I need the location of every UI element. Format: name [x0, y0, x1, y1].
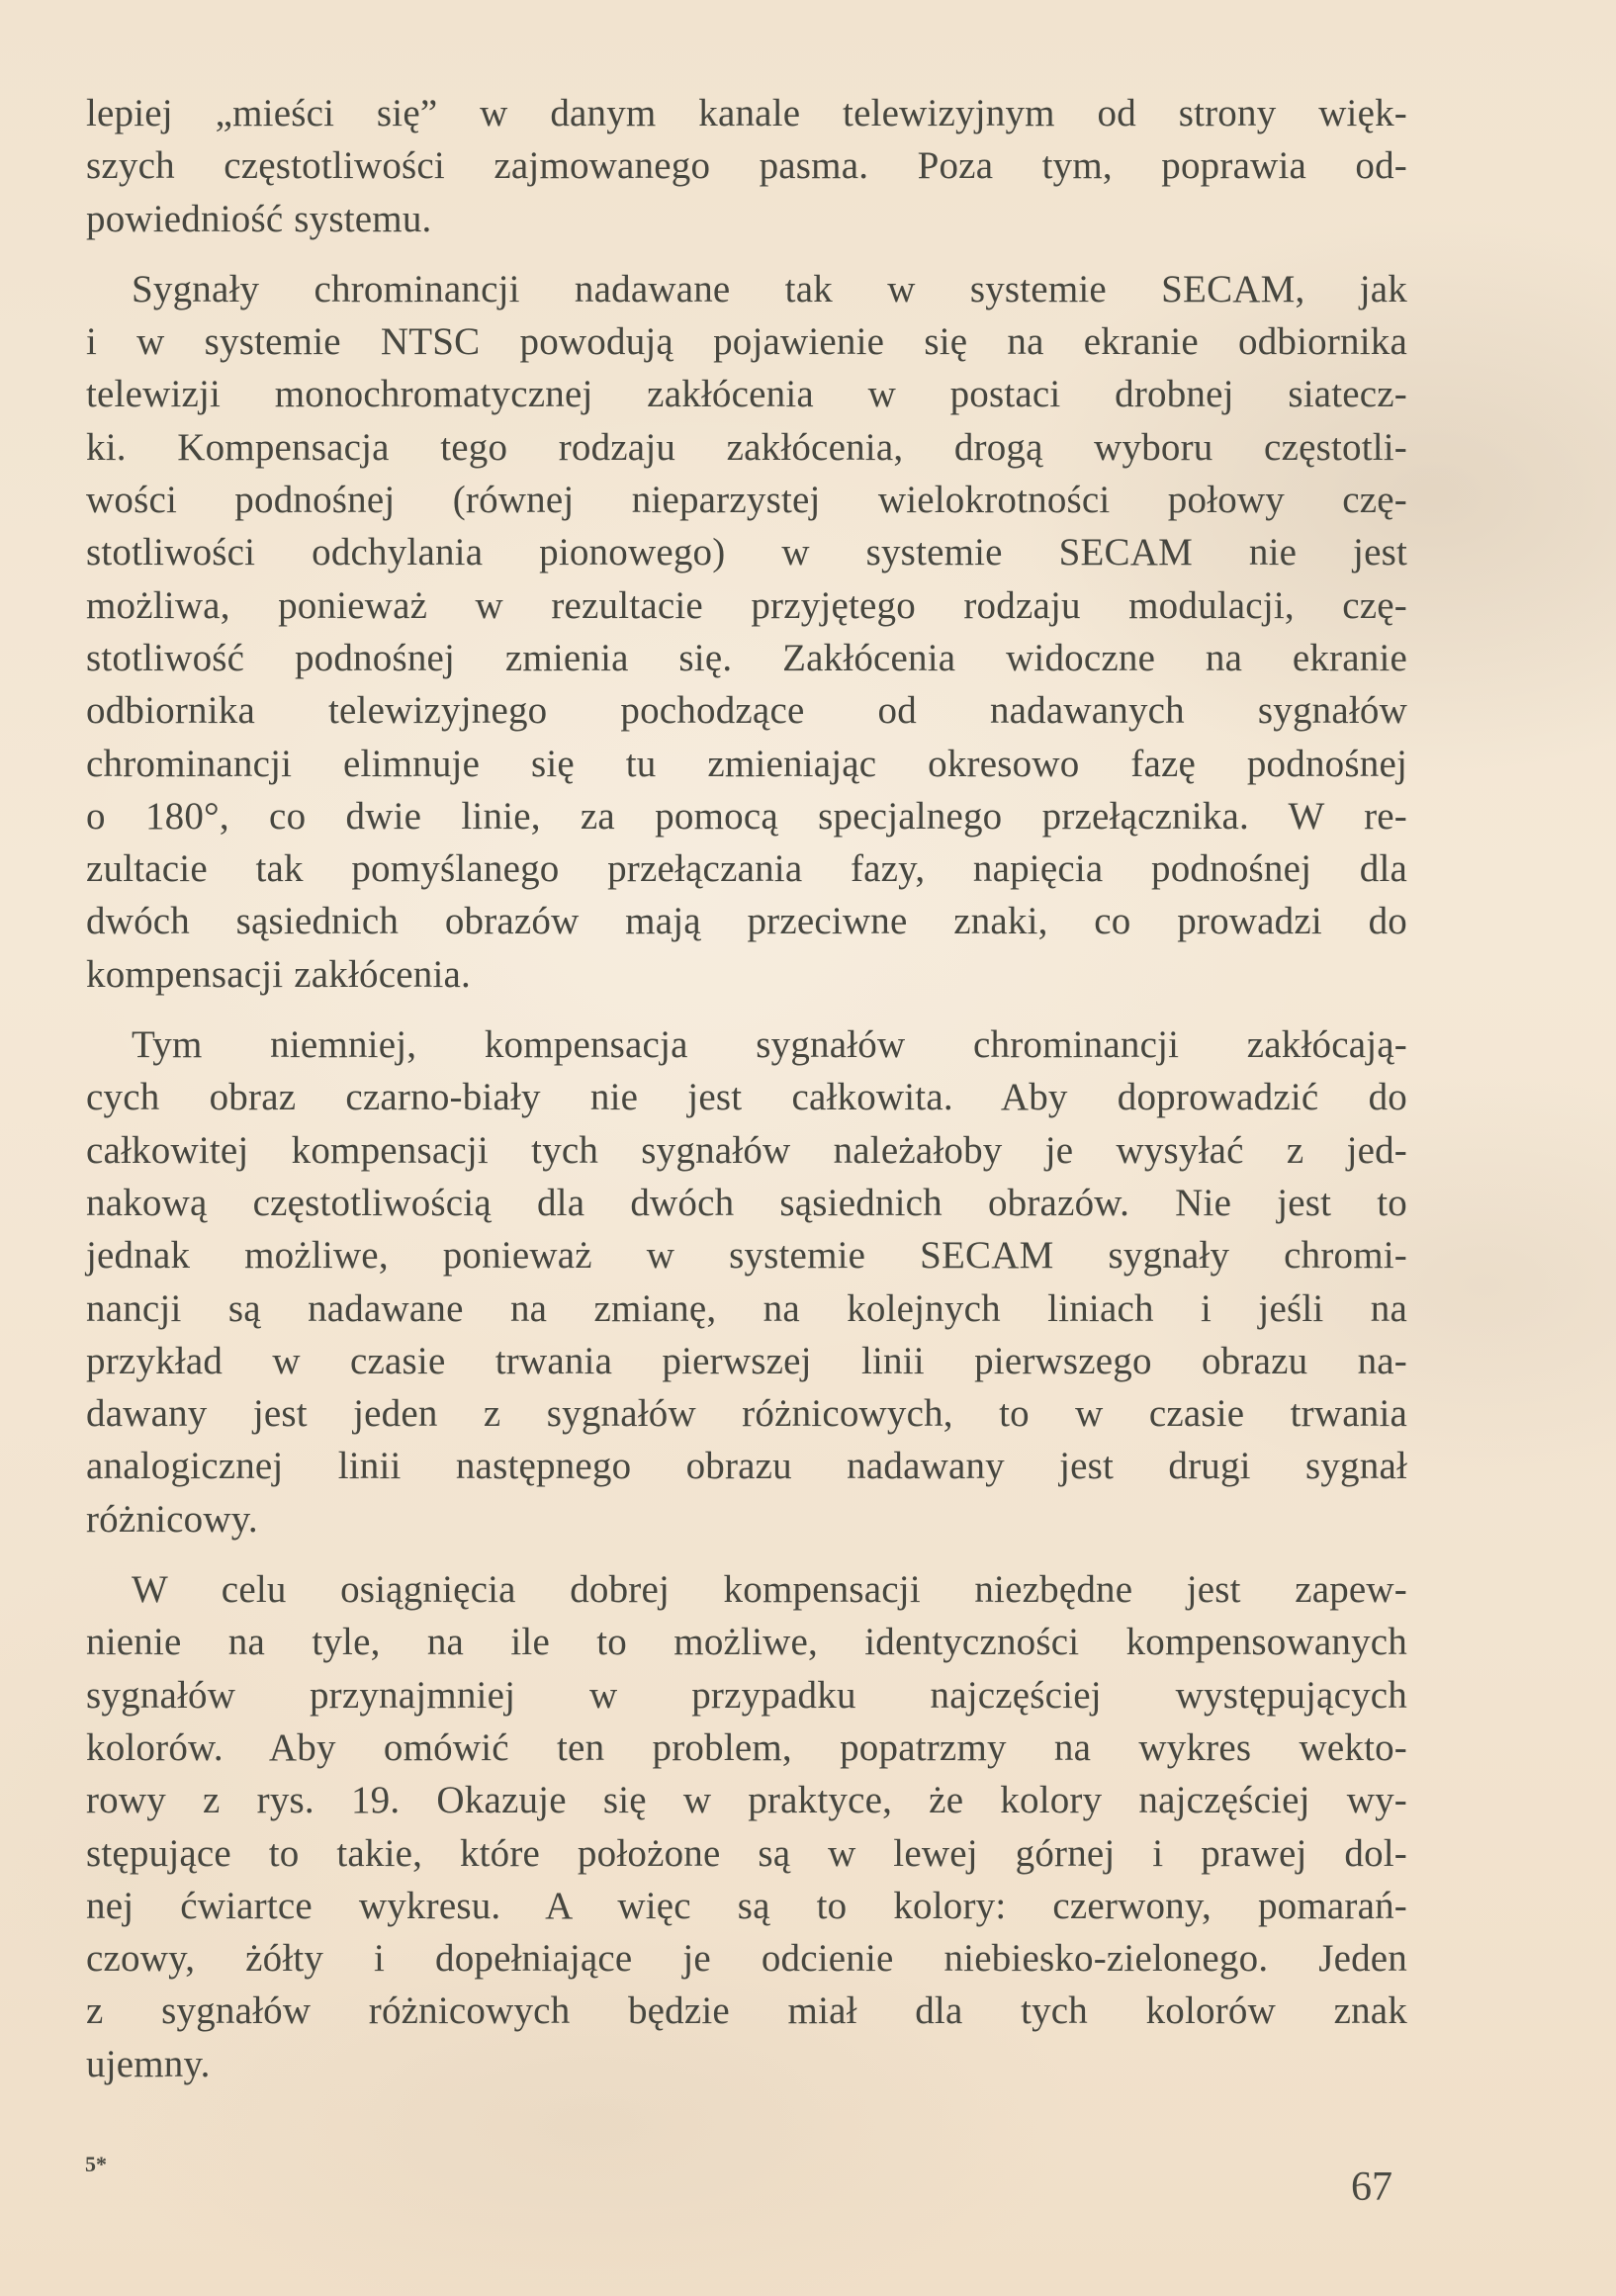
text-line	[86, 948, 1407, 1001]
text-line	[86, 474, 1407, 526]
text-line-content: nienie na tyle, na ile to możliwe, identyczności kompensowanych	[86, 1621, 1407, 1664]
text-line-content: o 180°, co dwie linie, za pomocą specjalnego przełącznika. W re-	[86, 794, 1407, 838]
text-line-content: możliwa, ponieważ w rezultacie przyjętego rodzaju modulacji, czę-	[86, 583, 1407, 627]
text-line	[86, 632, 1407, 684]
text-line	[86, 1669, 1407, 1722]
text-line-content: przykład w czasie trwania pierwszej linii pierwszego obrazu na-	[86, 1339, 1407, 1382]
body-text	[86, 87, 1407, 2090]
text-line	[86, 193, 1407, 245]
text-line	[86, 579, 1407, 632]
text-line-content: Tym niemniej, kompensacja sygnałów chrominancji zakłócają-	[132, 1023, 1407, 1067]
text-line-content: nej ćwiartce wykresu. A więc są to kolory: czerwony, pomarań-	[86, 1884, 1407, 1927]
text-line-content: nakową częstotliwością dla dwóch sąsiednich obrazów. Nie jest to	[86, 1181, 1407, 1224]
text-line-content: lepiej „mieści się” w danym kanale telewizyjnym od strony więk-	[86, 92, 1407, 134]
text-line-content: Sygnały chrominancji nadawane tak w systemie SECAM, jak	[132, 267, 1407, 310]
text-line-content: dawany jest jeden z sygnałów różnicowych, to w czasie trwania	[86, 1392, 1407, 1436]
text-line-content: szych częstotliwości zajmowanego pasma. Poza tym, poprawia od-	[86, 144, 1407, 188]
text-line	[86, 526, 1407, 578]
paragraph-3	[86, 1018, 1407, 1545]
text-line	[86, 139, 1407, 192]
text-line-content: kolorów. Aby omówić ten problem, popatrzmy na wykres wekto-	[86, 1725, 1407, 1769]
text-line	[86, 790, 1407, 842]
text-line-content: wości podnośnej (równej nieparzystej wielokrotności połowy czę-	[86, 479, 1407, 522]
text-line-content: zultacie tak pomyślanego przełączania fazy, napięcia podnośnej dla	[86, 847, 1407, 891]
paragraph-1	[86, 87, 1407, 245]
text-line	[86, 1827, 1407, 1880]
text-line	[86, 1440, 1407, 1492]
text-line-content: rowy z rys. 19. Okazuje się w praktyce, że kolory najczęściej wy-	[86, 1779, 1407, 1822]
text-line	[86, 1932, 1407, 1985]
text-line-content: ki. Kompensacja tego rodzaju zakłócenia, drogą wyboru częstotli-	[86, 425, 1407, 469]
text-line-content: analogicznej linii następnego obrazu nadawany jest drugi sygnał	[86, 1445, 1407, 1488]
text-line-content: W celu osiągnięcia dobrej kompensacji niezbędne jest zapew-	[132, 1568, 1407, 1612]
text-line	[86, 368, 1407, 420]
text-line-content: ujemny.	[86, 2042, 211, 2085]
text-line	[86, 2038, 1407, 2090]
text-line-content: powiedniość systemu.	[86, 197, 432, 240]
text-line	[86, 263, 1407, 315]
text-line	[86, 1985, 1407, 2037]
text-line	[86, 1493, 1407, 1545]
text-line	[86, 1722, 1407, 1774]
text-line	[86, 1335, 1407, 1387]
text-line	[86, 1282, 1407, 1335]
text-line	[86, 315, 1407, 368]
text-line	[86, 1124, 1407, 1177]
paragraph-4	[86, 1563, 1407, 2090]
text-line	[86, 1880, 1407, 1932]
text-line	[86, 684, 1407, 737]
text-line-content: odbiornika telewizyjnego pochodzące od nadawanych sygnałów	[86, 689, 1407, 733]
text-line-content: całkowitej kompensacji tych sygnałów należałoby je wysyłać z jed-	[86, 1128, 1407, 1172]
text-line	[86, 1229, 1407, 1281]
text-line	[86, 1774, 1407, 1826]
text-line-content: telewizji monochromatycznej zakłócenia w postaci drobnej siatecz-	[86, 373, 1407, 416]
text-line	[86, 1177, 1407, 1229]
text-line	[86, 738, 1407, 790]
text-line-content: sygnałów przynajmniej w przypadku najczęściej występujących	[86, 1673, 1407, 1717]
text-line	[86, 1387, 1407, 1440]
text-line	[86, 842, 1407, 895]
text-line	[86, 895, 1407, 947]
text-line	[86, 1616, 1407, 1668]
text-line	[86, 1071, 1407, 1123]
printer-signature-mark: 5*	[85, 2152, 107, 2176]
text-line-content: cych obraz czarno-biały nie jest całkowita. Aby doprowadzić do	[86, 1076, 1407, 1119]
text-line-content: i w systemie NTSC powodują pojawienie się na ekranie odbiornika	[86, 320, 1407, 364]
text-line	[86, 1018, 1407, 1071]
text-line-content: z sygnałów różnicowych będzie miał dla tych kolorów znak	[86, 1989, 1407, 2033]
text-line-content: stotliwości odchylania pionowego) w systemie SECAM nie jest	[86, 531, 1407, 574]
text-line-content: jednak możliwe, ponieważ w systemie SECAM sygnały chromi-	[86, 1234, 1407, 1278]
text-line	[86, 87, 1407, 139]
text-line-content: stotliwość podnośnej zmienia się. Zakłócenia widoczne na ekranie	[86, 636, 1407, 679]
text-line	[86, 421, 1407, 474]
text-line-content: chrominancji elimnuje się tu zmieniając okresowo fazę podnośnej	[86, 742, 1407, 785]
page-number: 67	[1351, 2164, 1392, 2210]
text-line-content: stępujące to takie, które położone są w lewej górnej i prawej dol-	[86, 1831, 1407, 1875]
text-line-content: czowy, żółty i dopełniające je odcienie niebiesko-zielonego. Jeden	[86, 1937, 1407, 1981]
text-line-content: nancji są nadawane na zmianę, na kolejnych liniach i jeśli na	[86, 1286, 1407, 1330]
paragraph-2	[86, 263, 1407, 1001]
text-line-content: dwóch sąsiednich obrazów mają przeciwne znaki, co prowadzi do	[86, 900, 1407, 943]
text-line	[86, 1563, 1407, 1616]
text-line-content: różnicowy.	[86, 1497, 258, 1541]
text-line-content: kompensacji zakłócenia.	[86, 952, 471, 996]
